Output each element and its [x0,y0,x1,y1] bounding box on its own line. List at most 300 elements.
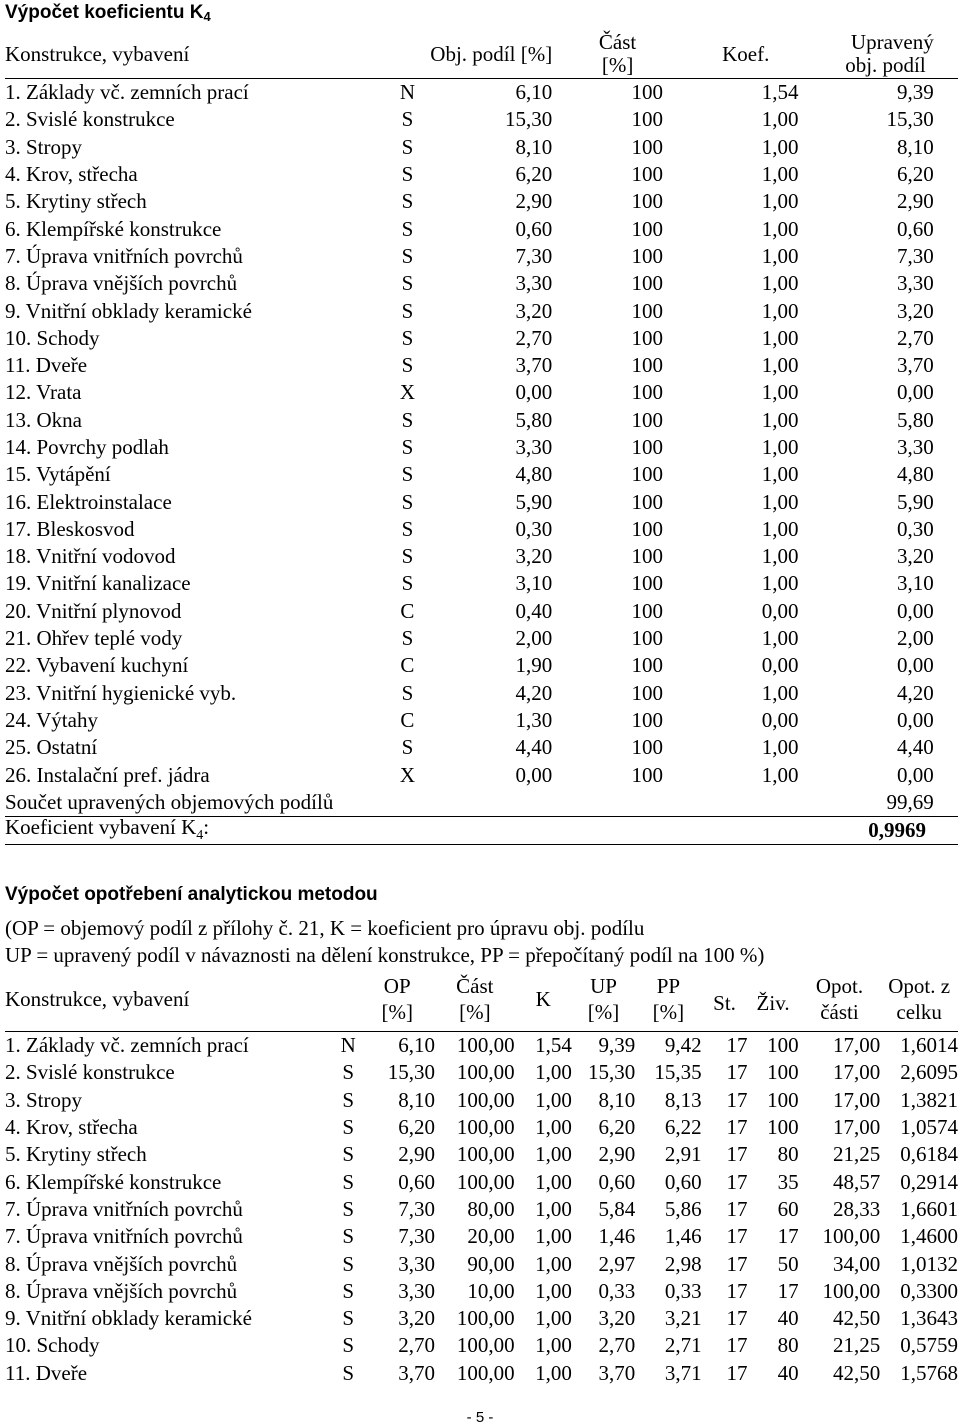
table-row [5,734,958,761]
header-name: Konstrukce, vybavení [5,30,394,79]
table-cell: 2,00 [515,626,553,651]
table-cell: 5,90 [515,489,553,514]
table-row [5,352,958,379]
header-share: Obj. podíl [%] [421,30,552,79]
table-row [5,1114,958,1141]
table-cell: 1,00 [761,762,799,787]
table-cell: S [342,1360,355,1385]
table-cell: 3,30 [515,271,553,296]
table-cell: 4,80 [515,462,553,487]
table-cell: 4,20 [515,680,553,705]
table-cell: 3,20 [896,298,934,323]
table-row [5,1278,958,1305]
table-cell: 3,70 [398,1360,435,1385]
table-cell: 25. Ostatní [5,735,98,760]
table-cell: S [401,680,414,705]
table-cell: 8,10 [515,134,553,159]
table-cell: 17 [726,1196,748,1221]
header-ziv: Živ. [748,968,799,1032]
table-cell: S [342,1333,355,1358]
table-row [5,1059,958,1086]
table-cell: 8,13 [664,1087,702,1112]
table-cell: 10. Schody [5,1333,100,1358]
table-cell: 4,40 [515,735,553,760]
table-cell: 100 [767,1115,799,1140]
table-cell: 17,00 [833,1115,881,1140]
table-cell: 2,91 [664,1142,702,1167]
table-cell: 100,00 [822,1224,881,1249]
table-cell: 1,00 [761,243,799,268]
table-cell: 100 [767,1033,799,1058]
table-cell: 3,70 [598,1360,636,1385]
table-cell: S [401,435,414,459]
table-cell: 17 [726,1333,748,1358]
table-cell: 1,00 [761,380,799,405]
table-cell: 100 [631,707,663,732]
table-cell: 2,70 [598,1333,636,1358]
table-row [5,1032,958,1060]
table-cell: 17 [726,1169,748,1194]
table-cell: 100 [631,243,663,268]
table-cell: S [401,571,414,596]
table-row [5,270,958,297]
header-opot: Opot. části [799,968,881,1032]
table-cell: 0,30 [515,516,553,541]
table-cell: 0,60 [896,216,934,241]
table-cell: 3,20 [515,298,553,323]
table-cell: 21. Ohřev teplé vody [5,626,183,651]
table-row [5,1223,958,1250]
table-cell: 1,46 [598,1224,636,1249]
table-cell: 1,30 [515,707,553,732]
table-cell: 100 [631,544,663,569]
table-cell: 1,00 [761,325,799,350]
table-cell: N [399,80,415,105]
table-cell: 5,80 [896,407,934,432]
table-cell: 100 [631,298,663,323]
table-cell: 17. Bleskosvod [5,516,135,541]
table-cell: 1,00 [535,1360,572,1385]
table-cell: 6,20 [515,162,553,187]
table-cell: 1,00 [535,1060,572,1085]
table-cell: 100 [767,1087,799,1112]
table-row [5,243,958,270]
table-cell: 0,00 [896,653,934,678]
table-row [5,215,958,242]
table-cell: 7,30 [515,243,553,268]
table-cell: 1,00 [761,626,799,651]
table-cell: 1,00 [761,216,799,241]
table-cell: 28,33 [833,1196,881,1221]
table-cell: 0,60 [598,1169,636,1194]
table-cell: 100 [631,216,663,241]
table-cell: 100,00 [456,1142,515,1167]
table-cell: 21,25 [833,1333,881,1358]
table-cell: 2,90 [515,189,553,214]
table-cell: 1,00 [761,462,799,487]
table-cell: 8,10 [896,134,934,159]
table-cell: 7. Úprava vnitřních povrchů [5,243,243,268]
table-cell: 6. Klempířské konstrukce [5,216,222,241]
table-cell: 100,00 [456,1033,515,1058]
table-cell: 0,00 [515,762,553,787]
table-cell: 1,00 [535,1278,572,1303]
table-cell: 100,00 [456,1087,515,1112]
table-cell: 100,00 [456,1115,515,1140]
table-row [5,488,958,515]
table-cell: 42,50 [833,1360,881,1385]
table-cell: 100 [631,653,663,678]
table-cell: 1,00 [761,735,799,760]
table-cell: 26. Instalační pref. jádra [5,762,210,787]
table-cell: 0,00 [761,598,799,623]
table-cell: 1,00 [535,1115,572,1140]
table-cell: 2,90 [896,189,934,214]
section1-title: Výpočet koeficientu $K_4$ [5,2,211,24]
table-cell: 20. Vnitřní plynovod [5,598,182,623]
table-cell: 8. Úprava vnějších povrchů [5,1251,238,1276]
table-cell: S [401,271,414,296]
table-cell: 1,4600 [900,1224,958,1249]
table-row [5,516,958,543]
table-cell: 1,0132 [900,1251,958,1276]
table-cell: 1,00 [535,1087,572,1112]
table-cell: S [401,243,414,268]
table-cell: 17 [726,1224,748,1249]
table-cell: 3,20 [598,1306,636,1331]
table-cell: 1,3821 [900,1087,958,1112]
table-cell: 1,00 [761,544,799,569]
table-cell: 3. Stropy [5,134,83,159]
table-cell: 6,22 [664,1115,702,1140]
table-cell: S [401,162,414,187]
table-cell: 1,00 [535,1224,572,1249]
k4-table-header [5,30,958,79]
table-cell: 6,20 [398,1115,435,1140]
table-cell: 1. Základy vč. zemních prací [5,80,249,105]
table-cell: 3,71 [664,1360,702,1385]
table-cell: S [401,626,414,651]
table-row [5,461,958,488]
table-cell: 2,70 [896,325,934,350]
table-cell: 1. Základy vč. zemních prací [5,1033,249,1058]
table-cell: 23. Vnitřní hygienické vyb. [5,680,237,705]
section2-note-1: (OP = objemový podíl z přílohy č. 21, K = koeficient pro úpravu obj. podílu [5,916,645,940]
table-cell: 0,30 [896,516,934,541]
table-cell: S [401,134,414,159]
table-cell: S [401,189,414,214]
table-cell: 17 [777,1224,799,1249]
table-row [5,598,958,625]
table-row [5,761,958,788]
table-cell: 10,00 [467,1278,515,1303]
header-coef: Koef. [663,30,798,79]
table-row [5,134,958,161]
table-cell: 100 [631,325,663,350]
table-row [5,652,958,679]
table-cell: 8,10 [598,1087,636,1112]
table-cell: 100 [767,1060,799,1085]
table-cell: 100,00 [456,1169,515,1194]
table-cell: 3,10 [896,571,934,596]
table-cell: S [401,298,414,323]
table-cell: S [342,1306,355,1331]
table-cell: 2,70 [398,1333,435,1358]
table-cell: 1,00 [761,353,799,378]
table-row [5,161,958,188]
table-cell: S [342,1115,355,1140]
table-cell: 1,0574 [900,1115,958,1140]
table-cell: 80 [777,1333,799,1358]
sum-label: Součet upravených objemových podílů [5,789,798,817]
table-cell: 40 [777,1306,799,1331]
table-cell: 9. Vnitřní obklady keramické [5,1306,252,1331]
table-row [5,407,958,434]
table-cell: 17 [726,1360,748,1385]
table-cell: 100 [631,407,663,432]
wear-table [5,968,958,1387]
table-cell: 8. Úprava vnějších povrchů [5,1278,238,1303]
table-cell: 0,00 [896,380,934,405]
table-cell: 3,30 [896,271,934,296]
table-cell: 1,00 [761,189,799,214]
table-cell: 80 [777,1142,799,1167]
table-cell: 2,71 [664,1333,702,1358]
table-cell: 9,39 [598,1033,636,1058]
table-cell: 19. Vnitřní kanalizace [5,571,191,596]
table-row [5,707,958,734]
table-cell: 17 [726,1060,748,1085]
table-cell: 3,30 [896,435,934,459]
table-cell: 100 [631,626,663,651]
table-cell: 18. Vnitřní vodovod [5,544,176,569]
table-cell: 1,00 [761,407,799,432]
table-cell: 100 [631,598,663,623]
table-cell: 100 [631,189,663,214]
table-cell: 100 [631,271,663,296]
table-cell: S [401,735,414,760]
table-cell: 42,50 [833,1306,881,1331]
table-row [5,1250,958,1277]
table-cell: 3. Stropy [5,1087,83,1112]
table-cell: S [342,1142,355,1167]
table-cell: 24. Výtahy [5,707,98,732]
table-cell: 7. Úprava vnitřních povrchů [5,1196,243,1221]
table-cell: 0,60 [664,1169,702,1194]
table-cell: 15. Vytápění [5,462,111,487]
table-row [5,1305,958,1332]
table-row [5,379,958,406]
table-cell: 100 [631,735,663,760]
header-up: UP [%] [572,968,635,1032]
table-cell: 15,30 [587,1060,636,1085]
table-cell: 10. Schody [5,325,100,350]
table-cell: 100 [631,680,663,705]
sum-row [5,789,958,817]
table-cell: 2,90 [398,1142,435,1167]
table-cell: 100 [631,353,663,378]
table-cell: 100 [631,80,663,105]
table-cell: 0,00 [896,707,934,732]
header-adjusted: Upravený obj. podíl [798,30,933,79]
header-opot-total: Opot. z celku [880,968,958,1032]
section2-note-2: UP = upravený podíl v návaznosti na dělení konstrukce, PP = přepočítaný podíl na 100 %) [5,943,765,967]
table-cell: 17 [726,1033,748,1058]
table-cell: 1,54 [761,80,799,105]
table-cell: 6,20 [598,1115,636,1140]
table-cell: 17 [726,1142,748,1167]
table-cell: N [340,1033,356,1058]
table-cell: 5. Krytiny střech [5,1142,147,1167]
k4-label: Koeficient vybavení $K_4$: [5,816,798,844]
header-name: Konstrukce, vybavení [5,968,337,1032]
table-cell: 2. Svislé konstrukce [5,1060,175,1085]
table-cell: 22. Vybavení kuchyní [5,653,189,678]
table-cell: 80,00 [467,1196,515,1221]
table-cell: C [400,653,415,678]
table-cell: 15,30 [886,107,934,132]
table-cell: 7. Úprava vnitřních povrchů [5,1224,243,1249]
table-row [5,188,958,215]
table-row [5,325,958,352]
table-cell: S [401,216,414,241]
table-cell: S [342,1251,355,1276]
table-cell: 1,90 [515,653,553,678]
table-cell: 3,10 [515,571,553,596]
table-cell: 0,60 [515,216,553,241]
table-cell: 1,3643 [900,1306,958,1331]
table-cell: 100 [631,516,663,541]
table-cell: 0,5759 [900,1333,958,1358]
table-cell: 100 [631,380,663,405]
table-cell: 1,00 [535,1196,572,1221]
table-cell: 2,98 [664,1251,702,1276]
header-pp: PP [%] [635,968,701,1032]
table-cell: 3,20 [515,544,553,569]
table-cell: 5,80 [515,407,553,432]
table-cell: 0,60 [398,1169,435,1194]
table-cell: 17 [726,1306,748,1331]
k4-row [5,816,958,844]
table-cell: 3,30 [398,1251,435,1276]
table-cell: 34,00 [833,1251,881,1276]
table-cell: 1,00 [535,1169,572,1194]
table-cell: 21,25 [833,1142,881,1167]
table-cell: 0,3300 [900,1278,958,1303]
table-cell: 1,00 [535,1306,572,1331]
table-cell: 1,00 [761,271,799,296]
table-row [5,1332,958,1359]
table-row [5,1196,958,1223]
sum-value: 99,69 [798,789,933,817]
table-row [5,543,958,570]
table-cell: 48,57 [833,1169,881,1194]
table-cell: 5,90 [896,489,934,514]
table-cell: 11. Dveře [5,1360,88,1385]
table-cell: 1,00 [761,680,799,705]
table-cell: C [400,707,415,732]
table-cell: C [400,598,415,623]
section2-title: Výpočet opotřebení analytickou metodou [5,884,378,905]
table-cell: 15,30 [504,107,553,132]
table-cell: 0,00 [515,380,553,405]
table-cell: 17 [726,1278,748,1303]
table-cell: 0,00 [761,653,799,678]
table-cell: 1,00 [761,107,799,132]
table-cell: 100 [631,134,663,159]
table-row [5,1141,958,1168]
table-cell: 7,30 [398,1196,435,1221]
table-cell: S [401,516,414,541]
table-cell: 100 [631,107,663,132]
table-cell: 3,20 [398,1306,435,1331]
table-cell: 1,00 [761,571,799,596]
table-cell: S [342,1196,355,1221]
table-cell: 5,86 [664,1196,702,1221]
table-row [5,570,958,597]
table-cell: 6,10 [398,1033,435,1058]
table-cell: S [342,1060,355,1085]
table-cell: X [399,762,415,787]
table-cell: 100 [631,762,663,787]
table-cell: 9,39 [896,80,934,105]
table-row [5,680,958,707]
table-cell: X [399,380,415,405]
table-cell: 100,00 [456,1333,515,1358]
table-cell: 100,00 [456,1060,515,1085]
table-cell: S [401,462,414,487]
table-cell: S [342,1224,355,1249]
header-part: Část [%] [552,30,663,79]
table-cell: 2,6095 [900,1060,958,1085]
table-cell: 1,00 [761,516,799,541]
table-cell: 7,30 [398,1224,435,1249]
header-op: OP [%] [359,968,435,1032]
table-cell: 100,00 [456,1306,515,1331]
table-cell: 1,00 [761,435,799,459]
table-cell: 0,00 [896,598,934,623]
table-cell: 1,00 [761,298,799,323]
table-cell: 8,10 [398,1087,435,1112]
table-cell: 2. Svislé konstrukce [5,107,175,132]
table-cell: 3,21 [664,1306,702,1331]
table-cell: 1,54 [535,1033,572,1058]
table-cell: 12. Vrata [5,380,82,405]
table-cell: 100,00 [456,1360,515,1385]
table-cell: 3,70 [515,353,553,378]
table-cell: 3,20 [896,544,934,569]
table-cell: 3,70 [896,353,934,378]
header-st: St. [702,968,748,1032]
table-cell: 4. Krov, střecha [5,1115,138,1140]
table-cell: S [342,1169,355,1194]
table-cell: 100 [631,571,663,596]
table-cell: 17 [777,1278,799,1303]
table-cell: 6. Klempířské konstrukce [5,1169,222,1194]
table-cell: 20,00 [467,1224,515,1249]
table-cell: S [401,489,414,514]
table-cell: 9,42 [664,1033,702,1058]
table-cell: 1,00 [761,162,799,187]
header-k: K [515,968,572,1032]
table-cell: 90,00 [467,1251,515,1276]
table-cell: 0,33 [664,1278,702,1303]
table-cell: 0,40 [515,598,553,623]
table-cell: 0,2914 [900,1169,958,1194]
table-cell: 17,00 [833,1060,881,1085]
table-cell: 100 [631,162,663,187]
table-cell: 4,40 [896,735,934,760]
